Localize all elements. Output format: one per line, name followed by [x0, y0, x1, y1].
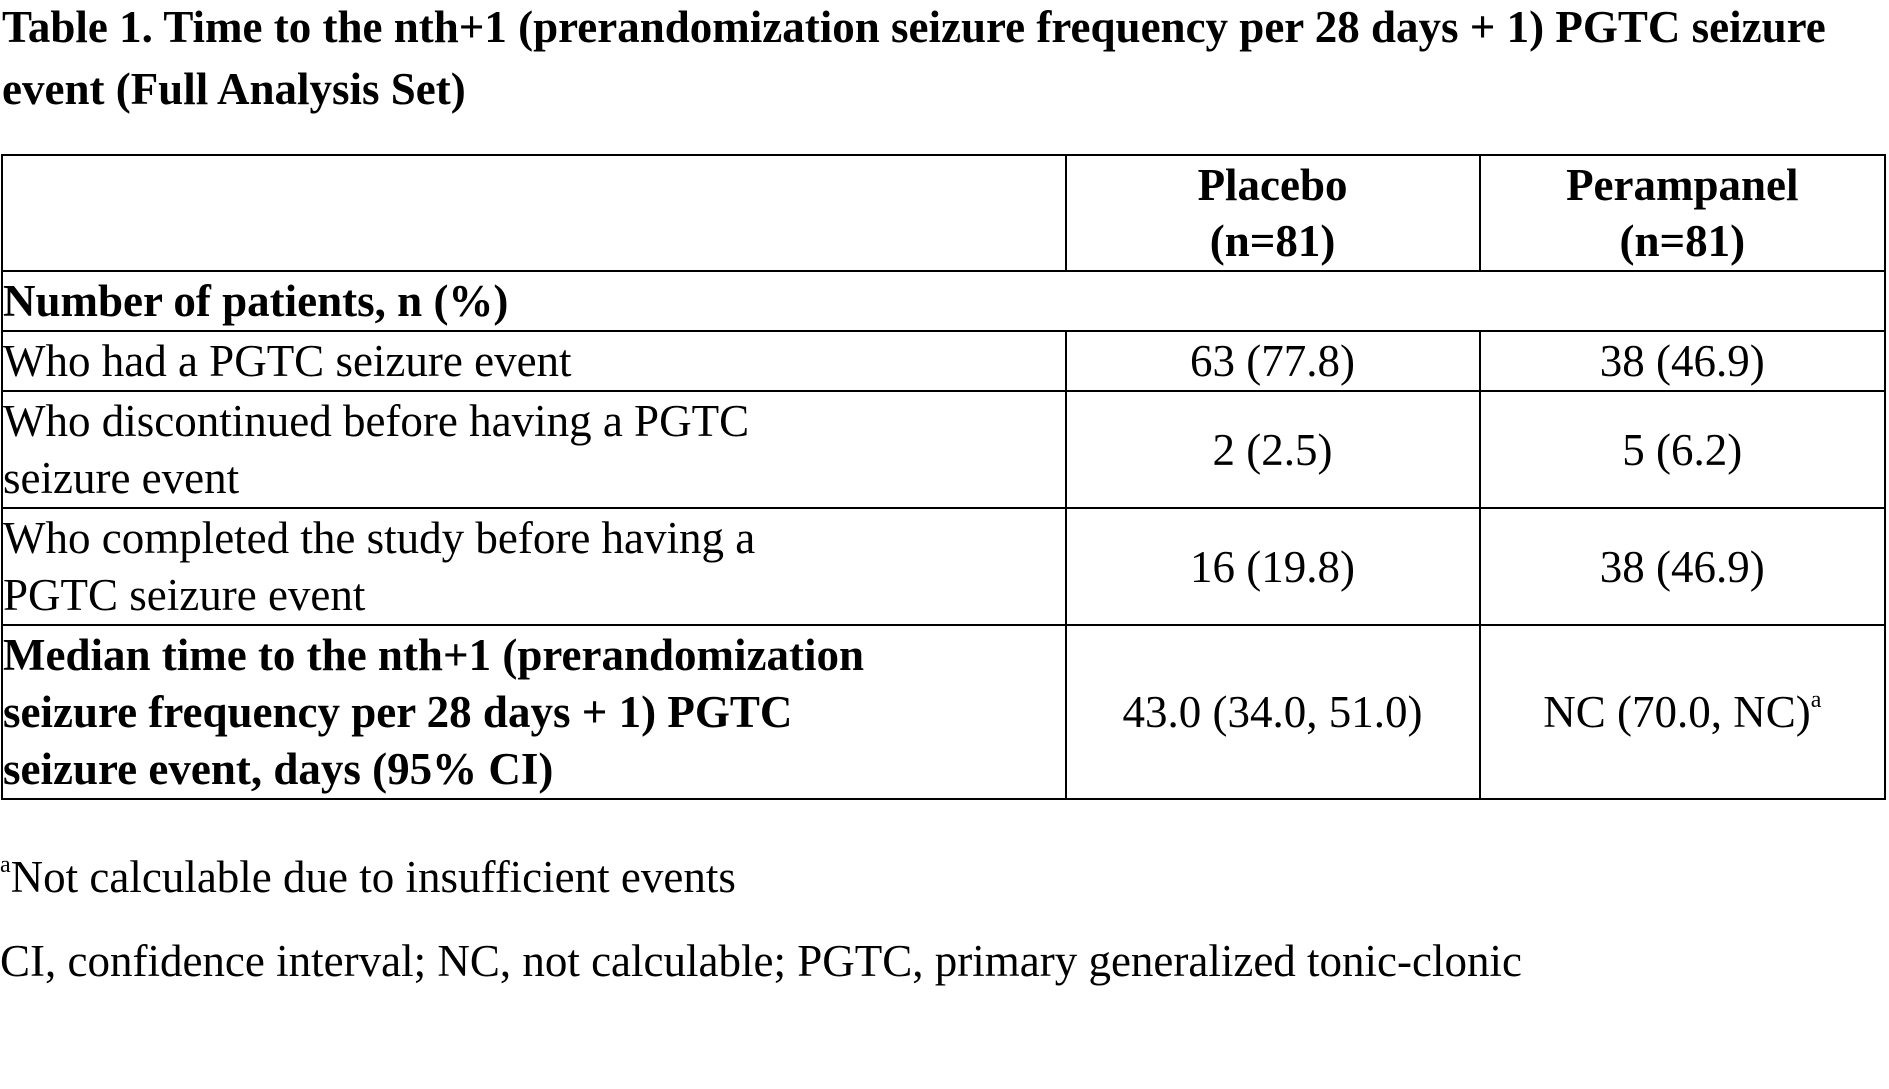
median-perampanel-cell	[1480, 625, 1885, 799]
header-placebo-n: (n=81)	[1209, 216, 1336, 266]
row-label-line1: Who discontinued before having a PGTC	[3, 395, 750, 446]
header-perampanel-name: Perampanel	[1566, 160, 1799, 210]
table-row	[2, 508, 1885, 625]
perampanel-value: 5 (6.2)	[1480, 391, 1885, 508]
header-placebo	[1066, 155, 1480, 271]
abbreviations-note: CI, confidence interval; NC, not calculable; PGTC, primary generalized tonic-clonic	[0, 936, 1522, 986]
header-perampanel-n: (n=81)	[1619, 216, 1746, 266]
table-caption: Table 1. Time to the nth+1 (prerandomization seizure frequency per 28 days + 1) PGTC seizure event (Full Analysis Set)	[2, 2, 1826, 114]
footnote-a-marker: a	[0, 852, 11, 878]
median-perampanel-value: NC (70.0, NC)	[1543, 687, 1811, 737]
median-label-line3: seizure event, days (95% CI)	[3, 743, 554, 794]
results-table	[1, 154, 1886, 800]
median-label	[2, 625, 1066, 799]
footnote-a	[0, 848, 736, 906]
median-label-line2: seizure frequency per 28 days + 1) PGTC	[3, 686, 793, 737]
table-row	[2, 331, 1885, 391]
header-placebo-name: Placebo	[1197, 160, 1348, 210]
median-placebo-value: 43.0 (34.0, 51.0)	[1066, 625, 1480, 799]
row-label-line1: Who completed the study before having a	[3, 512, 756, 563]
row-label-line2: PGTC seizure event	[3, 569, 366, 620]
row-label: Who had a PGTC seizure event	[2, 331, 1066, 391]
perampanel-value: 38 (46.9)	[1480, 331, 1885, 391]
placebo-value: 2 (2.5)	[1066, 391, 1480, 508]
header-empty-cell	[2, 155, 1066, 271]
section-row	[2, 271, 1885, 331]
placebo-value: 63 (77.8)	[1066, 331, 1480, 391]
row-label	[2, 391, 1066, 508]
table-header-row	[2, 155, 1885, 271]
placebo-value: 16 (19.8)	[1066, 508, 1480, 625]
median-label-line1: Median time to the nth+1 (prerandomization	[3, 629, 864, 680]
perampanel-value: 38 (46.9)	[1480, 508, 1885, 625]
section-label: Number of patients, n (%)	[2, 271, 1885, 331]
median-row	[2, 625, 1885, 799]
header-perampanel	[1480, 155, 1885, 271]
footnote-a-text: Not calculable due to insufficient events	[10, 852, 736, 902]
footnote-marker: a	[1810, 687, 1822, 713]
row-label-line2: seizure event	[3, 452, 240, 503]
table-row	[2, 391, 1885, 508]
row-label	[2, 508, 1066, 625]
